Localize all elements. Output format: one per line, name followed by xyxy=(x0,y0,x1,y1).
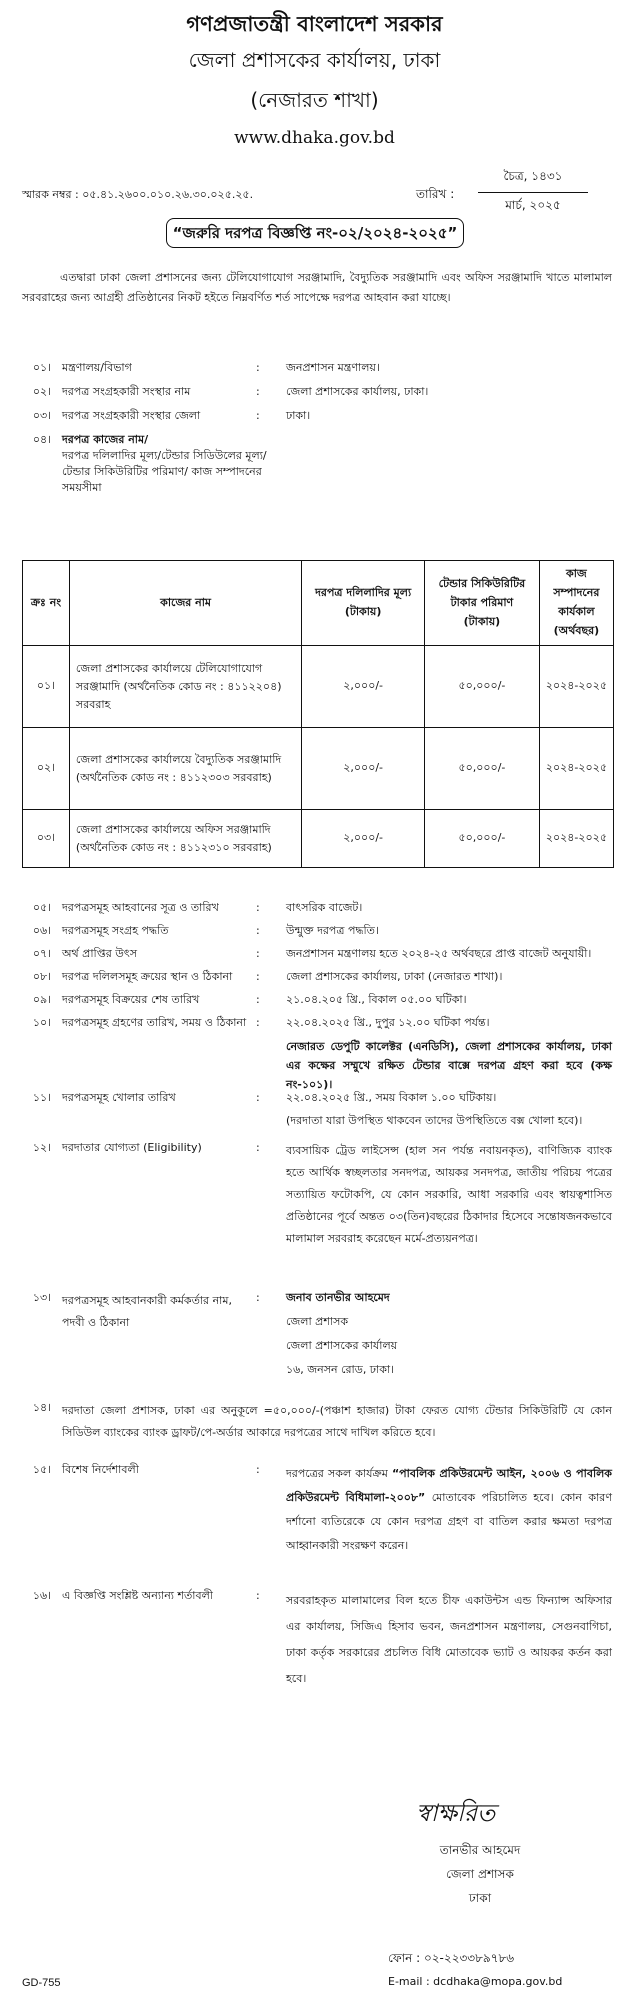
office-name: জেলা প্রশাসকের কার্যালয়, ঢাকা xyxy=(188,48,441,72)
item-13-office: জেলা প্রশাসকের কার্যালয় xyxy=(286,1339,398,1352)
item-4-label-main: দরপত্র কাজের নাম/ xyxy=(62,433,149,446)
row-3-work-name: জেলা প্রশাসকের কার্যালয়ে অফিস সরঞ্জামাদি (অর্থনৈতিক কোড নং : ৪১১২৩১০ সরবরাহ) xyxy=(69,810,301,868)
item-14-number: ১৪। xyxy=(32,1401,52,1414)
row-3-number: ০৩। xyxy=(23,810,70,868)
item-16-colon: : xyxy=(256,1589,260,1602)
item-11-time: ২২.০৪.২০২৫ খ্রি., সময় বিকাল ১.০০ ঘটিকায়। xyxy=(286,1091,497,1104)
item-9-value: ২১.০৪.২০৫ খ্রি., বিকাল ০৫.০০ ঘটিকা। xyxy=(286,993,467,1006)
item-15-law-name: “পাবলিক প্রকিউরমেন্ট আইন, ২০০৬ ও পাবলিক প্রকিউরমেন্ট বিধিমালা-২০০৮” xyxy=(286,1467,612,1504)
email-address[interactable]: E-mail : dcdhaka@mopa.gov.bd xyxy=(388,1975,563,1988)
item-11-colon: : xyxy=(256,1091,260,1104)
item-6-number: ০৬। xyxy=(32,924,52,937)
item-2-label: দরপত্র সংগ্রহকারী সংস্থার নাম xyxy=(62,385,191,398)
work-table xyxy=(22,560,614,868)
table-row xyxy=(23,646,614,728)
item-16-number: ১৬। xyxy=(32,1589,52,1602)
item-15-value-c: মোতাবেক পরিচালিত হবে। কোন কারণ দর্শানো ব্যতিরেকে যে কোন দরপত্র গ্রহণ বা বাতিল করার ক্ষমতা দরপত্র আহ্বানকারী সংরক্ষণ করেন। xyxy=(286,1491,613,1552)
date-english: মার্চ, ২০২৫ xyxy=(505,198,561,212)
item-2-colon: : xyxy=(256,385,260,398)
item-8-value: জেলা প্রশাসকের কার্যালয়, ঢাকা (নেজারত শাখা)। xyxy=(286,970,503,983)
signature-script: স্বাক্ষরিত xyxy=(416,1799,496,1827)
item-16-label: এ বিজ্ঞপ্তি সংশ্লিষ্ট অন্যান্য শর্তাবলী xyxy=(62,1589,213,1602)
item-4-number: ০৪। xyxy=(32,433,52,446)
item-4-label-rest: দরপত্র দলিলাদির মূল্য/টেন্ডার সিডিউলের মূল্য/টেন্ডার সিকিউরিটির পরিমাণ/ কাজ সম্পাদনের সময়সীমা xyxy=(62,449,267,494)
signatory-place: ঢাকা xyxy=(468,1891,492,1905)
item-6-colon: : xyxy=(256,924,260,937)
date-box xyxy=(478,168,588,217)
row-2-security: ৫০,০০০/- xyxy=(425,728,540,810)
table-row xyxy=(23,728,614,810)
item-16-value: সরবরাহকৃত মালামালের বিল হতে চীফ একাউন্টস এন্ড ফিন্যান্স অফিসার এর কার্যালয়, সিজিএ হিসাব ভবন, জনপ্রশাসন মন্ত্রণালয়, সেগুনবাগিচা, ঢাকা কর্তৃক সরকারের প্রচলিত বিধি মোতাবেক ভ্যাট ও আয়কর কর্তন করা হবে। xyxy=(286,1594,612,1685)
item-10-colon: : xyxy=(256,1016,260,1029)
item-3-number: ০৩। xyxy=(32,409,52,422)
item-1-colon: : xyxy=(256,361,260,374)
item-1-number: ০১। xyxy=(32,361,52,374)
item-9-label: দরপত্রসমূহ বিক্রয়ের শেষ তারিখ xyxy=(62,993,200,1006)
row-1-security: ৫০,০০০/- xyxy=(425,646,540,728)
row-2-work-name: জেলা প্রশাসকের কার্যালয়ে বৈদ্যুতিক সরঞ্জামাদি (অর্থনৈতিক কোড নং : ৪১১২৩০৩ সরবরাহ) xyxy=(69,728,301,810)
date-bangla: চৈত্র, ১৪৩১ xyxy=(478,168,588,193)
item-13-officer-name: জনাব তানভীর আহমেদ xyxy=(286,1291,390,1304)
item-13-number: ১৩। xyxy=(32,1291,52,1304)
government-name: গণপ্রজাতন্ত্রী বাংলাদেশ সরকার xyxy=(186,12,443,36)
signatory-designation: জেলা প্রশাসক xyxy=(446,1867,514,1881)
row-1-price: ২,০০০/- xyxy=(302,646,425,728)
header-serial: ক্রঃ নং xyxy=(23,561,70,646)
item-10-number: ১০। xyxy=(32,1016,52,1029)
table-row xyxy=(23,810,614,868)
row-2-number: ০২। xyxy=(23,728,70,810)
item-13-designation: জেলা প্রশাসক xyxy=(286,1315,349,1328)
item-8-colon: : xyxy=(256,970,260,983)
item-15-number: ১৫। xyxy=(32,1463,52,1476)
row-1-work-name: জেলা প্রশাসকের কার্যালয়ে টেলিযোগাযোগ সরঞ্জামাদি (অর্থনৈতিক কোড নং : ৪১১২২০৪) সরবরাহ xyxy=(69,646,301,728)
row-3-security: ৫০,০০০/- xyxy=(425,810,540,868)
item-12-value: ব্যবসায়িক ট্রেড লাইসেন্স (হাল সন পর্যন্ত নবায়নকৃত), বাণিজ্যিক ব্যাংক হতে আর্থিক স্বচ্ছলতার সনদপত্র, আয়কর সনদপত্র, জাতীয় পরিচয় পত্রের সত্যায়িত ফটোকপি, যে কোন সরকারি, আধা সরকারি এবং স্বায়ত্বশাসিত প্রতিষ্ঠানের পূর্বে অন্তত ০৩(তিন)বছরের ঠিকাদার হিসেবে সন্তোষজনকভাবে মালামাল সরবরাহ করেছেন মর্মে-প্রত্যয়নপত্র। xyxy=(286,1144,612,1245)
header-tender-security: টেন্ডার সিকিউরিটির টাকার পরিমাণ (টাকায়) xyxy=(425,561,540,646)
item-7-colon: : xyxy=(256,947,260,960)
item-10-label: দরপত্রসমূহ গ্রহণের তারিখ, সময় ও ঠিকানা xyxy=(62,1016,247,1029)
item-2-number: ০২। xyxy=(32,385,52,398)
notice-title: “জরুরি দরপত্র বিজ্ঞপ্তি নং-০২/২০২৪-২০২৫” xyxy=(166,218,464,248)
intro-paragraph: এতদ্বারা ঢাকা জেলা প্রশাসনের জন্য টেলিযোগাযোগ সরঞ্জামাদি, বৈদ্যুতিক সরঞ্জামাদি এবং অফিস সরঞ্জামাদি খাতে মালামাল সরবরাহের জন্য আগ্রহী প্রতিষ্ঠানের নিকট হইতে নিম্নবর্ণিত শর্ত সাপেক্ষে দরপত্র আহবান করা যাচ্ছে। xyxy=(22,271,612,304)
item-15-value xyxy=(286,1462,612,1558)
header-work-name: কাজের নাম xyxy=(69,561,301,646)
item-4-label xyxy=(62,432,290,496)
item-11-label: দরপত্রসমূহ খোলার তারিখ xyxy=(62,1091,176,1104)
section-name: (নেজারত শাখা) xyxy=(250,88,379,112)
item-6-value: উন্মুক্ত দরপত্র পদ্ধতি। xyxy=(286,924,379,937)
header-document-price: দরপত্র দলিলাদির মূল্য (টাকায়) xyxy=(302,561,425,646)
item-5-colon: : xyxy=(256,901,260,914)
item-11-number: ১১। xyxy=(32,1091,52,1104)
item-15-colon: : xyxy=(256,1463,260,1476)
item-13-address: ১৬, জনসন রোড, ঢাকা। xyxy=(286,1363,395,1376)
memo-number: স্মারক নম্বর : ০৫.৪১.২৬০০.০১০.২৬.৩০.০২৫.২৫. xyxy=(22,188,254,201)
item-8-number: ০৮। xyxy=(32,970,52,983)
item-9-number: ০৯। xyxy=(32,993,52,1006)
item-7-label: অর্থ প্রাপ্তির উৎস xyxy=(62,947,137,960)
item-6-label: দরপত্রসমূহ সংগ্রহ পদ্ধতি xyxy=(62,924,169,937)
item-7-number: ০৭। xyxy=(32,947,52,960)
item-5-number: ০৫। xyxy=(32,901,52,914)
phone-number: ফোন : ০২-২২৩৩৮৯৭৮৬ xyxy=(388,1951,515,1965)
item-11-note: (দরদাতা যারা উপস্থিত থাকবেন তাদের উপস্থিতিতে বক্স খোলা হবে)। xyxy=(286,1114,583,1127)
row-2-period: ২০২৪-২০২৫ xyxy=(539,728,613,810)
item-10-place: নেজারত ডেপুটি কালেক্টর (এনডিসি), জেলা প্রশাসকের কার্যালয়, ঢাকা এর কক্ষের সম্মুখে রক্ষিত টেন্ডার বাক্সে দরপত্র গ্রহণ করা হবে (কক্ষ নং-১০১)। xyxy=(286,1040,612,1091)
item-2-value: জেলা প্রশাসকের কার্যালয়, ঢাকা। xyxy=(286,385,429,398)
item-14-text: দরদাতা জেলা প্রশাসক, ঢাকা এর অনুকূলে =৫০,০০০/-(পঞ্চাশ হাজার) টাকা ফেরত যোগ্য টেন্ডার সিকিউরিটি যে কোন সিডিউল ব্যাংকের ব্যাংক ড্রাফট/পে-অর্ডার আকারে দরপত্রের সাথে দাখিল করিতে হবে। xyxy=(62,1404,612,1439)
row-1-number: ০১। xyxy=(23,646,70,728)
item-3-label: দরপত্র সংগ্রহকারী সংস্থার জেলা xyxy=(62,409,201,422)
row-2-price: ২,০০০/- xyxy=(302,728,425,810)
date-label: তারিখ : xyxy=(416,187,455,201)
row-1-period: ২০২৪-২০২৫ xyxy=(539,646,613,728)
item-12-colon: : xyxy=(256,1141,260,1154)
item-8-label: দরপত্র দলিলসমূহ ক্রয়ের স্থান ও ঠিকানা xyxy=(62,970,233,983)
row-3-period: ২০২৪-২০২৫ xyxy=(539,810,613,868)
item-13-label: দরপত্রসমূহ আহবানকারী কর্মকর্তার নাম, পদবী ও ঠিকানা xyxy=(62,1294,232,1329)
item-1-label: মন্ত্রণালয়/বিভাগ xyxy=(62,361,132,374)
item-12-label: দরদাতার যোগ্যতা (Eligibility) xyxy=(62,1141,202,1154)
item-9-colon: : xyxy=(256,993,260,1006)
table-header-row xyxy=(23,561,614,646)
item-10-time: ২২.০৪.২০২৫ খ্রি., দুপুর ১২.০০ ঘটিকা পর্যন্ত। xyxy=(286,1016,490,1029)
header-work-period: কাজ সম্পাদনের কার্যকাল (অর্থবছর) xyxy=(539,561,613,646)
item-15-label: বিশেষ নির্দেশাবলী xyxy=(62,1463,139,1476)
item-5-label: দরপত্রসমূহ আহবানের সূত্র ও তারিখ xyxy=(62,901,219,914)
signatory-name: তানভীর আহমেদ xyxy=(439,1843,521,1857)
item-1-value: জনপ্রশাসন মন্ত্রণালয়। xyxy=(286,361,380,374)
item-15-value-a: দরপত্রের সকল কার্যক্রম xyxy=(286,1467,392,1480)
item-7-value: জনপ্রশাসন মন্ত্রণালয় হতে ২০২৪-২৫ অর্থবছরে প্রাপ্ত বাজেট অনুযায়ী। xyxy=(286,947,592,960)
item-5-value: বাৎসরিক বাজেট। xyxy=(286,901,363,914)
item-3-colon: : xyxy=(256,409,260,422)
item-13-colon: : xyxy=(256,1291,260,1304)
website-link[interactable]: www.dhaka.gov.bd xyxy=(234,128,395,148)
row-3-price: ২,০০০/- xyxy=(302,810,425,868)
item-3-value: ঢাকা। xyxy=(286,409,311,422)
footer-code: GD-755 xyxy=(22,1977,61,1989)
item-12-number: ১২। xyxy=(32,1141,52,1154)
